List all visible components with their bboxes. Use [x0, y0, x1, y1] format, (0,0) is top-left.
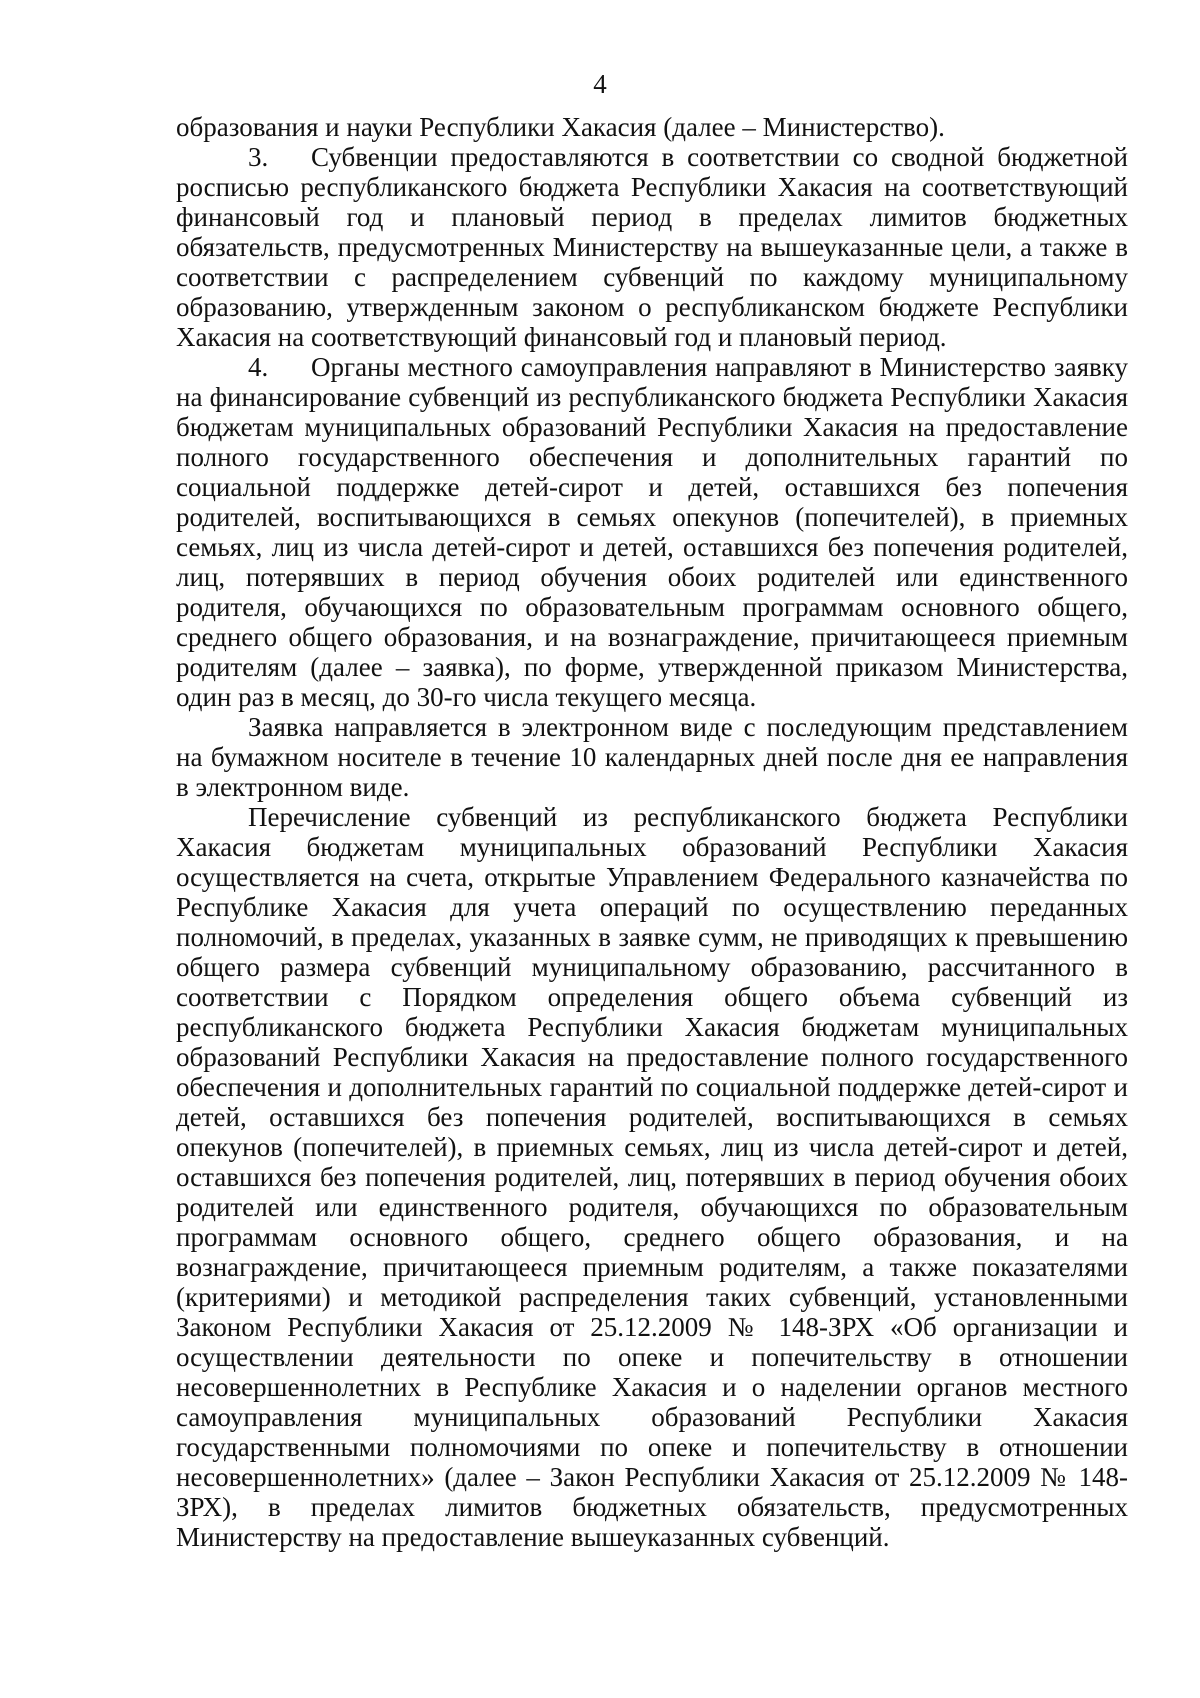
document-body: [176, 112, 1128, 1552]
item-number: 4.: [248, 352, 269, 382]
paragraph-text: Субвенции предоставляются в соответствии со сводной бюджетной росписью республиканского бюджета Республики Хакасия на соответствующий финансовый год и плановый период в пределах лимитов бюджетных обязательств, предусмотренных Министерству на вышеуказанные цели, а также в соответствии с распределением субвенций по каждому муниципальному образованию, утвержденным законом о республиканском бюджете Республики Хакасия на соответствующий финансовый год и плановый период.: [176, 142, 1128, 352]
paragraph-transfer: [176, 802, 1128, 1552]
paragraph-text: Перечисление субвенций из республиканского бюджета Республики Хакасия бюджетам муниципальных образований Республики Хакасия осуществляется на счета, открытые Управлением Федерального казначейства по Республике Хакасия для учета операций по осуществлению переданных полномочий, в пределах, указанных в заявке сумм, не приводящих к превышению общего размера субвенций муниципальному образованию, рассчитанного в соответствии с Порядком определения общего объема субвенций из республиканского бюджета Республики Хакасия бюджетам муниципальных образований Республики Хакасия на предоставление полного государственного обеспечения и дополнительных гарантий по социальной поддержке детей-сирот и детей, оставшихся без попечения родителей, воспитывающихся в семьях опекунов (попечителей), в приемных семьях, лиц из числа детей-сирот и детей, оставшихся без попечения родителей, лиц, потерявших в период обучения обоих родителей или единственного родителя, обучающихся по образовательным программам основного общего, среднего общего образования, и на вознаграждение, причитающееся приемным родителям, а также показателями (критериями) и методикой распределения таких субвенций, установленными Законом Республики Хакасия от 25.12.2009 № 148-ЗРХ «Об организации и осуществлении деятельности по опеке и попечительству в отношении несовершеннолетних в Республике Хакасия и о наделении органов местного самоуправления муниципальных образований Республики Хакасия государственными полномочиями по опеке и попечительству в отношении несовершеннолетних» (далее – Закон Республики Хакасия от 25.12.2009 № 148-ЗРХ), в пределах лимитов бюджетных обязательств, предусмотренных Министерству на предоставление вышеуказанных субвенций.: [176, 802, 1128, 1552]
item-number: 3.: [248, 142, 269, 172]
paragraph-text: образования и науки Республики Хакасия (далее – Министерство).: [176, 112, 945, 142]
paragraph-application: [176, 712, 1128, 802]
paragraph-item-4: [176, 352, 1128, 712]
paragraph-text: Органы местного самоуправления направляют в Министерство заявку на финансирование субвенций из республиканского бюджета Республики Хакасия бюджетам муниципальных образований Республики Хакасия на предоставление полного государственного обеспечения и дополнительных гарантий по социальной поддержке детей-сирот и детей, оставшихся без попечения родителей, воспитывающихся в семьях опекунов (попечителей), в приемных семьях, лиц из числа детей-сирот и детей, оставшихся без попечения родителей, лиц, потерявших в период обучения обоих родителей или единственного родителя, обучающихся по образовательным программам основного общего, среднего общего образования, и на вознаграждение, причитающееся приемным родителям (далее – заявка), по форме, утвержденной приказом Министерства, один раз в месяц, до 30-го числа текущего месяца.: [176, 352, 1128, 712]
paragraph-text: Заявка направляется в электронном виде с последующим представлением на бумажном носителе в течение 10 календарных дней после дня ее направления в электронном виде.: [176, 712, 1128, 802]
paragraph-continuation: [176, 112, 1128, 142]
paragraph-item-3: [176, 142, 1128, 352]
page-number: 4: [593, 69, 607, 99]
